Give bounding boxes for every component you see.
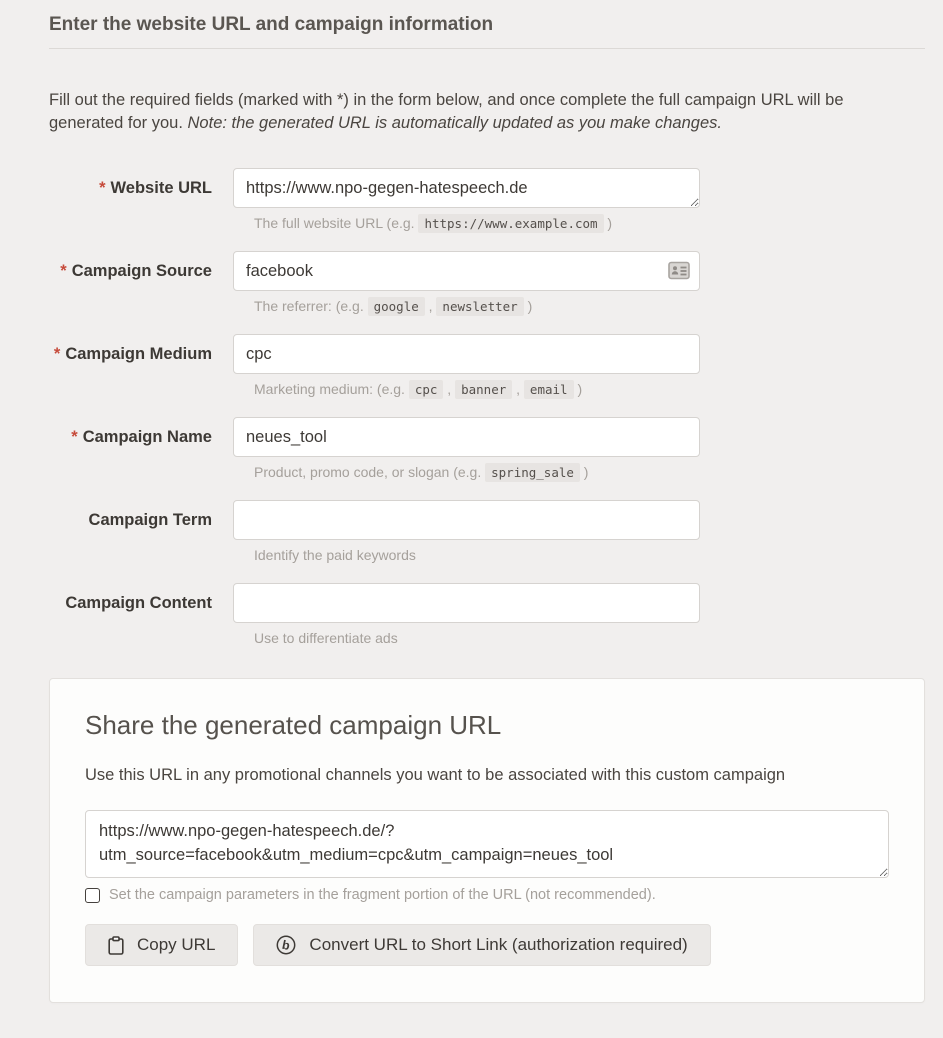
campaign-source-helper: The referrer: (e.g. google , newsletter ) [254, 298, 533, 315]
form-row-campaign-medium [49, 334, 925, 397]
campaign-medium-label: * Campaign Medium [53, 344, 212, 363]
header-divider [49, 48, 925, 49]
share-description: Use this URL in any promotional channels you want to be associated with this custom campaign [85, 766, 786, 785]
form-row-website-url [49, 168, 925, 231]
page [0, 14, 943, 1003]
fragment-checkbox-label: Set the campaign parameters in the fragment portion of the URL (not recommended). [109, 887, 656, 904]
campaign-name-input[interactable] [233, 417, 700, 457]
campaign-form [49, 168, 925, 646]
campaign-name-helper: Product, promo code, or slogan (e.g. spring_sale ) [254, 464, 589, 481]
fragment-checkbox[interactable] [85, 888, 100, 903]
website-url-label: * Website URL [99, 178, 212, 197]
share-title: Share the generated campaign URL [85, 710, 502, 741]
campaign-term-label: Campaign Term [88, 510, 212, 529]
fragment-option-row [85, 887, 889, 903]
campaign-source-label: * Campaign Source [60, 261, 212, 280]
campaign-content-label: Campaign Content [65, 593, 212, 612]
campaign-source-input[interactable] [233, 251, 700, 291]
clipboard-icon [108, 936, 124, 955]
form-row-campaign-content [49, 583, 925, 646]
intro-note: Note: the generated URL is automatically updated as you make changes. [187, 114, 722, 133]
campaign-medium-helper: Marketing medium: (e.g. cpc , banner , email ) [254, 381, 583, 398]
page-title: Enter the website URL and campaign information [49, 14, 494, 35]
website-url-input[interactable] [233, 168, 700, 208]
copy-url-button[interactable]: Copy URL [85, 924, 238, 966]
campaign-medium-input[interactable] [233, 334, 700, 374]
required-marker: * [53, 344, 61, 363]
campaign-content-input[interactable] [233, 583, 700, 623]
bitly-icon [276, 935, 296, 955]
share-card [49, 678, 925, 1003]
required-marker: * [99, 178, 106, 197]
form-row-campaign-term [49, 500, 925, 563]
campaign-name-label: * Campaign Name [71, 427, 212, 446]
intro-text: Fill out the required fields (marked with *) in the form below, and once complete the full campaign URL will be generated for you. [49, 91, 844, 133]
contact-card-icon[interactable] [668, 261, 690, 280]
svg-text:b: b [281, 937, 292, 954]
required-marker: * [60, 261, 67, 280]
form-row-campaign-name [49, 417, 925, 480]
form-row-campaign-source [49, 251, 925, 314]
generated-url-textarea[interactable] [85, 810, 889, 878]
campaign-content-helper: Use to differentiate ads [254, 630, 398, 647]
share-buttons [85, 924, 889, 966]
intro-paragraph [49, 89, 915, 135]
campaign-term-input[interactable] [233, 500, 700, 540]
required-marker: * [71, 427, 78, 446]
website-url-helper: The full website URL (e.g. https://www.example.com ) [254, 215, 613, 232]
campaign-term-helper: Identify the paid keywords [254, 547, 416, 564]
shorten-url-button[interactable]: b Convert URL to Short Link (authorization required) [253, 924, 710, 966]
